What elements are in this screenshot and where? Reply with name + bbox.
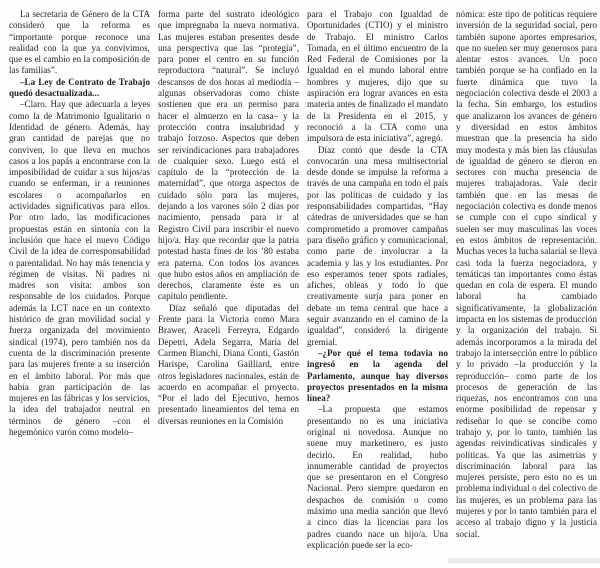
scan-edge-artifact	[448, 558, 600, 563]
text-column-1	[9, 9, 150, 438]
interview-question-2: –¿Por qué el tema todavia no ingresó en la agenda del Parlamento, aunque hay diversos proyectos presentados en la misma línea?	[307, 347, 448, 404]
text-column-2	[158, 9, 299, 427]
text-column-3	[307, 9, 448, 551]
interview-question-1: –La Ley de Contrato de Trabajo quedó desactualizada...	[9, 76, 150, 99]
interview-answer-1-continued: forma parte del sustrato ideológico que impregnaba la nueva normativa. Las mujeres estaban presentes desde una perspectiva que las “protegía”, para poner el centro en su función reproductora “natural”. Se incluyó descansos de dos horas al mediodía –algunas observadoras como chiste sostienen que era un permiso para hacer el almuerzo en la casa– y la protección contra insalubridad y trabajo forzoso. Aspectos que deben ser reivindicaciones para trabajadores de cualquier sexo. Luego está el capítulo de la “protección de la maternidad”, que otorga aspectos de cuidado sólo para las mujeres, dejando a los varones sólo 2 días por nacimiento, pensada para ir al Registro Civil para inscribir el nuevo hijo/a. Hay que recordar que la patria potestad hasta fines de los ’80 estaba era paterna. Con todos los avances que hubo estos años en ampliación de derechos, claramente éste es un capítulo pendiente.	[158, 9, 299, 302]
article-lead-paragraph: La secretaria de Género de la CTA consideró que la reforma es “importante porque reconoce una realidad con la que ya convivimos, que es el cambio en la composición de las familias”.	[9, 9, 150, 76]
paragraph-legislators: Díaz señaló que diputadas del Frente para la Victoria como Mara Brawer, Araceli Ferreyra, Edgardo Depetri, Adela Segarra, María del Carmen Bianchi, Diana Conti, Gastón Harispe, Carolina Gailliard, entre otros legisladores nacionales, están de acuerdo en acompañar el proyecto. “Por el lado del Ejecutivo, hemos presentado lineamientos del tema en diversas reuniones en la Comisión	[158, 302, 299, 426]
text-column-4	[456, 9, 597, 540]
column-container	[9, 9, 600, 551]
paragraph-campaign: Díaz contó que desde la CTA convocarán una mesa multisectorial desde donde se impulse la reforma a través de una campaña en todo el país por las políticas de cuidado y las responsabilidades compartidas. “Hay cátedras de universidades que se han comprometido a promover campañas para diseño gráfico y comunicacional, como parte de involucrar a la academia y las y los estudiantes. Por eso esperamos tener spots radiales, afiches, obleas y todo lo que creativamente surja para poner en debate un tema central que hace a seguir avanzando en el camino de la igualdad”, consideró la dirigente gremial.	[307, 144, 448, 347]
paragraph-ctio-continued: para el Trabajo con Igualdad de Oportunidades (CTIO) y el ministro de Trabajo. El ministro Carlos Tomada, en el último encuentro de la Red Federal de Comisiones por la Igualdad en el mundo laboral entre hombres y mujeres, dijo que su aspiración era lograr avances en esta materia antes de finalizado el mandato de la Presidenta en el 2015, y reconoció a la CTA como una impulsora de esta iniciativa”, agregó.	[307, 9, 448, 144]
interview-answer-2: –La propuesta que estamos presentando no es una iniciativa original ni novedosa. Aunque no suene muy marketinero, es justo decirlo. En realidad, hubo innumerable cantidad de proyectos que se presentaron en el Congreso Nacional. Pero siempre quedaron en despachos de comisión o como máximo una media sanción que llevó a cinco días la licencias para los padres cuando nace un hijo/a. Una explicación puede ser la eco-	[307, 404, 448, 550]
interview-answer-2-continued: nómica: este tipo de políticas requiere inversión de la seguridad social, pero también supone aportes empresarios, que no suelen ser muy generosos para alentar estos avances. Un poco también porque se ha confiado en la fuerte dinámica que tuvo la negociación colectiva desde el 2003 a la fecha. Sin embargo, los estudios que analizaron los avances de género y diversidad en estos ámbitos muestran que la presencia ha sido muy modesta y más bien las cláusulas de igualdad de género se dieron en sectores con mucha presencia de mujeres trabajadoras. Vale decir también que en las mesas de negociación colectiva es donde menos se cumple con el cupo sindical y suelen ser muy masculinas las voces en estos ámbitos de representación. Muchas veces la lucha salarial se lleva casi toda la fuerza negociadora, y temáticas tan importantes como éstas quedan en cola de espera. El mundo laboral ha cambiado significativamente, la globalización impacta en los sistemas de producción y la organización del trabajo. Si además incorporamos a la mirada del trabajo la intersección entre lo público y lo privado –la producción y la reproducción– como parte de los procesos de generación de las riquezas, nos encontramos con una enorme posibilidad de repensar y rediseñar lo que se concibe como trabajo y, por lo tanto, también las agendas reivindicativas sindicales y políticas. Ya que las asimetrías y discriminación laboral para las mujeres persiste, pero esto no es un problema individual o del colectivo de las mujeres, es un problema para las mujeres y por lo tanto también para el acceso al trabajo digno y la justicia social.	[456, 9, 597, 539]
interview-answer-1: –Claro. Hay que adecuarla a leyes como la de Matrimonio Igualitario o Identidad de género. Además, hay gran cantidad de parejas que no conviven, lo que lleva en muchos casos a los papás a encontrarse con la imposibilidad de cuidar a sus hijos/as cuando se enferman, ir a reuniones escolares o acompañarlos en actividades significativas para ellos. Por otro lado, las modificaciones propuestas están en sintonía con la inclusión que hace el nuevo Código Civil de la idea de corresponsabilidad o parentalidad. No hay más tenencia y régimen de visitas. Ni padres ni madres son visita: ambos son responsable de los cuidados. Porque además la LCT nace en un contexto histórico de gran movilidad social y fuerza organizada del movimiento sindical (1974), pero también nos da cuenta de la discriminación presente para las mujeres frente a su inserción en el ámbito laboral. Por más que había gran participación de las mujeres en las fábricas y los servicios, la idea del trabajador neutral en términos de género –con el hegemónico varón como modelo–	[9, 99, 150, 437]
